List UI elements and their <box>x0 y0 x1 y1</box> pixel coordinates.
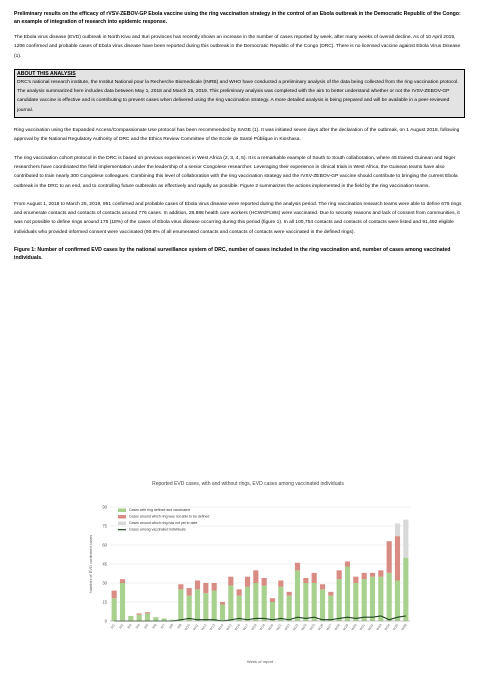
bar-with-ring <box>312 583 317 621</box>
x-tick-label: W30 <box>350 623 358 632</box>
bar-with-ring <box>362 579 367 621</box>
ring-vaccination-paragraph: Ring vaccination using the Expanded Access/Compassionate Use protocol has been recommended by SAGE (1). It was initiated seven days after the declaration of the outbreak, on 1 August 2018, following approval by the National Regulatory Authority of DRC and the Ethics Review Committee of the Ecole de Santé Pûblique in Kinshasa. <box>14 128 460 143</box>
bar-without-ring <box>387 541 392 573</box>
y-tick-label: 60 <box>102 542 107 548</box>
bar-without-ring <box>337 570 342 579</box>
x-tick-label: W27 <box>325 623 333 632</box>
bar-with-ring <box>337 579 342 621</box>
document-title: Preliminary results on the efficacy of rVSV-ZEBOV-GP Ebola vaccine using the ring vaccination strategy in the control of an Ebola outbreak in the Democratic Republic of the Congo: an example of integration of research into epidemic response. <box>14 11 461 25</box>
y-tick-label: 45 <box>102 561 107 567</box>
y-tick-label: 75 <box>102 523 107 529</box>
x-tick-label: W4 <box>134 623 141 630</box>
bar-with-ring <box>145 613 150 621</box>
bar-with-ring <box>403 558 408 621</box>
x-tick-label: W19 <box>258 623 266 632</box>
x-tick-label: W21 <box>275 623 283 632</box>
x-tick-label: W5 <box>143 623 150 630</box>
bar-without-ring <box>345 561 350 566</box>
bar-without-ring <box>312 573 317 583</box>
intro-paragraph: The Ebola virus disease (EVD) outbreak in North Kivu and Ituri provinces has recently shown an increase in the number of cases reported by week, after many weeks of overall decline. As of 10 April 2019, 1206 confirmed and probable cases of Ebola virus disease have been reported during this outbreak in the Democratic Republic of the Congo (DRC). There is no licensed vaccine against Ebola Virus Disease (1). <box>14 35 461 59</box>
bar-without-ring <box>395 536 400 580</box>
bar-with-ring <box>395 580 400 621</box>
bar-with-ring <box>112 598 117 621</box>
legend-label: Cases around which ring has not yet to date <box>129 521 198 525</box>
bar-without-ring <box>145 612 150 613</box>
bar-without-ring <box>178 584 183 589</box>
bar-without-ring <box>328 592 333 596</box>
x-tick-label: W16 <box>233 623 241 632</box>
bar-without-ring <box>212 583 217 591</box>
x-tick-label: W35 <box>392 623 400 632</box>
x-tick-label: W11 <box>192 623 200 632</box>
y-axis-label: Number of EVD confirmed cases <box>88 534 93 594</box>
x-tick-label: W28 <box>333 623 341 632</box>
legend-label: Cases with ring defined and vaccinated <box>129 508 190 512</box>
x-tick-label: W20 <box>267 623 275 632</box>
bar-without-ring <box>303 578 308 583</box>
bar-with-ring <box>287 596 292 621</box>
bar-with-ring <box>237 596 242 621</box>
bar-with-ring <box>262 586 267 621</box>
about-analysis-text: DRC's national research institute, the Institut National pour la Recherche Biomedicale (INRB) and WHO have conducted a preliminary analysis of the data being collected from the ring vaccination protocol. The analysis summarized here includes data between May 1, 2018 and March 25, 2019. This preliminary analysis was completed with the aim to better understand whether or not the rVSV-ZEBOV-GP candidate vaccine is effective and is contributing to prevent cases when delivered using the ring vaccination strategy. A more detailed analysis is being prepared and will be available in a peer-reviewed journal. <box>17 79 459 113</box>
bar-without-ring <box>137 613 142 614</box>
bar-without-ring <box>112 591 117 599</box>
x-tick-label: W1 <box>109 623 116 630</box>
bar-without-ring <box>237 589 242 595</box>
bar-with-ring <box>187 596 192 621</box>
document-page <box>14 10 465 262</box>
x-tick-label: W6 <box>151 623 158 630</box>
bar-without-ring <box>262 578 267 586</box>
bar-with-ring <box>245 587 250 621</box>
bar-with-ring <box>195 589 200 621</box>
bar-without-ring <box>195 580 200 589</box>
legend-swatch <box>118 522 126 526</box>
x-tick-label: W18 <box>250 623 258 632</box>
bar-with-ring <box>203 593 208 621</box>
x-tick-label: W25 <box>308 623 316 632</box>
bar-without-ring <box>370 573 375 577</box>
x-tick-label: W2 <box>118 623 125 630</box>
bar-with-ring <box>387 573 392 621</box>
y-tick-label: 90 <box>102 504 107 510</box>
bar-without-ring <box>362 573 367 579</box>
figure-1-chart <box>78 481 418 693</box>
x-tick-label: W13 <box>208 623 216 632</box>
legend-swatch <box>118 509 126 513</box>
bar-with-ring <box>220 605 225 621</box>
x-tick-label: W7 <box>159 623 166 630</box>
x-tick-label: W8 <box>168 623 175 630</box>
bar-with-ring <box>228 586 233 621</box>
about-analysis-box <box>14 69 465 118</box>
bar-without-ring <box>278 580 283 586</box>
bar-without-ring <box>320 584 325 589</box>
bar-with-ring <box>212 591 217 621</box>
bar-with-ring <box>128 616 133 621</box>
x-tick-label: W33 <box>375 623 383 632</box>
y-tick-label: 0 <box>104 618 107 624</box>
x-tick-label: W24 <box>300 623 308 632</box>
bar-with-ring <box>137 615 142 621</box>
chart-title: Reported EVD cases, with and without rings, EVD cases among vaccinated individuals <box>152 481 344 487</box>
bar-with-ring <box>303 583 308 621</box>
chart-svg <box>78 481 418 693</box>
bar-with-ring <box>270 602 275 621</box>
legend-label: Cases around which ring was not able to be defined <box>129 514 210 519</box>
x-tick-label: W29 <box>342 623 350 632</box>
x-tick-label: W22 <box>283 623 291 632</box>
bar-without-ring <box>203 583 208 593</box>
legend-label: Cases among vaccinated individuals <box>129 527 186 532</box>
bar-not-yet <box>403 520 408 558</box>
x-tick-label: W26 <box>317 623 325 632</box>
figure-title: Figure 1: Number of confirmed EVD cases by the national surveillance system of DRC, number of cases included in the ring vaccination and, number of cases among vaccinated individuals. <box>14 247 451 262</box>
x-tick-label: W15 <box>225 623 233 632</box>
cohort-paragraph: The ring vaccination cohort protocol in the DRC is based on previous experiences in West Africa (2, 3, 4, 5). It is a remarkable example of South to South collaboration, where 45 trained Guinean and Niger researchers have coordinated the field implementation under the leadership of a senior Congolese researcher. Leveraging their experience in clinical trials in West Africa, the Guinean teams have also contributed to train nearly 300 Congolese colleagues. Combining this level of collaboration with the ring vaccination strategy and the rVSV-ZEBOV-GP vaccine should contribute to bringing the current Ebola outbreak in the DRC to an end, and to controlling future outbreaks as effectively and rapidly as possible. Figure 2 summarizes the actions implemented in the field by the ring vaccination teams. <box>14 155 458 189</box>
bar-without-ring <box>245 577 250 587</box>
bar-without-ring <box>287 592 292 596</box>
bar-with-ring <box>295 570 300 621</box>
bar-with-ring <box>278 587 283 621</box>
y-tick-label: 15 <box>102 599 107 605</box>
bar-without-ring <box>187 588 192 596</box>
bar-without-ring <box>220 602 225 605</box>
bar-without-ring <box>228 577 233 586</box>
bar-without-ring <box>378 570 383 576</box>
about-analysis-title: ABOUT THIS ANALYSIS <box>17 70 76 77</box>
x-tick-label: W3 <box>126 623 133 630</box>
bar-with-ring <box>328 596 333 621</box>
bar-with-ring <box>320 589 325 621</box>
legend-swatch <box>118 515 126 519</box>
bar-without-ring <box>353 577 358 583</box>
bar-with-ring <box>345 567 350 621</box>
x-tick-label: W34 <box>383 623 391 632</box>
bar-without-ring <box>270 598 275 602</box>
bar-with-ring <box>370 577 375 621</box>
x-tick-label: W23 <box>292 623 300 632</box>
bar-with-ring <box>378 577 383 621</box>
x-tick-label: W17 <box>242 623 250 632</box>
bar-with-ring <box>253 583 258 621</box>
bar-with-ring <box>120 583 125 621</box>
y-tick-label: 30 <box>102 580 107 586</box>
x-axis-label: Week of report <box>246 659 274 664</box>
bar-with-ring <box>153 617 158 621</box>
x-tick-label: W32 <box>367 623 375 632</box>
x-tick-label: W36 <box>400 623 408 632</box>
results-paragraph: From August 1, 2018 to March 25, 2019, 951 confirmed and probable cases of Ebola virus disease were reported during the analysis period. The ring vaccination research teams were able to define 679 rings and enumerate contacts and contacts of contacts around 776 cases. In addition, 28,888 health care workers (HCWs/FLWs) were vaccinated. Due to security reasons and lack of consent from communities, it was not possible to define rings around 175 (18%) of the cases of Ebola virus disease occurring during this period (figure 1). In all 100,754 contacts and contacts of contacts were listed and 91,492 eligible individuals who provided informed consent were vaccinated (90.8% of all enumerated contacts and contacts of contacts were vaccinated in the defined rings). <box>14 201 462 235</box>
bar-with-ring <box>353 583 358 621</box>
x-tick-label: W9 <box>176 623 183 630</box>
x-tick-label: W31 <box>358 623 366 632</box>
bar-without-ring <box>253 570 258 583</box>
bar-with-ring <box>178 589 183 621</box>
x-tick-label: W12 <box>200 623 208 632</box>
x-tick-label: W14 <box>217 623 225 632</box>
bar-not-yet <box>395 523 400 536</box>
bar-without-ring <box>120 579 125 583</box>
bar-without-ring <box>295 563 300 571</box>
x-tick-label: W10 <box>183 623 191 632</box>
